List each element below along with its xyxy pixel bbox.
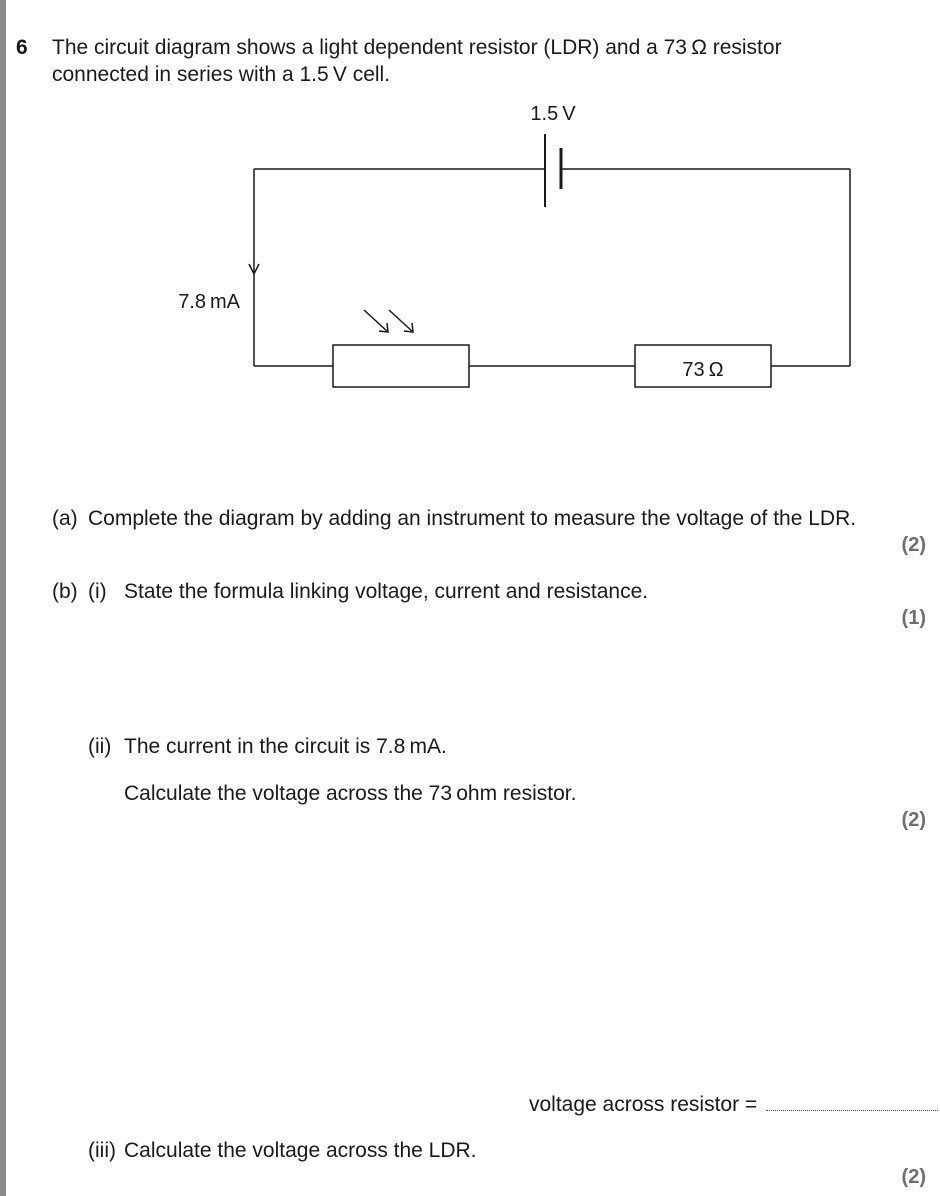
part-biii-marks: (2) [901,1166,926,1188]
part-biii-label: (iii) [88,1139,116,1162]
question-intro-line2: connected in series with a 1.5 V cell. [52,63,391,86]
part-bi-label: (i) [88,580,107,603]
part-bi-text: State the formula linking voltage, current and resistance. [124,580,649,603]
cell-label: 1.5 V [530,103,576,125]
part-bii-text1: The current in the circuit is 7.8 mA. [124,735,447,758]
bii-answer-line[interactable] [766,1110,938,1111]
part-a-label: (a) [52,507,78,530]
resistor-label: 73 Ω [682,359,724,381]
part-b-label: (b) [52,580,78,603]
part-biii-text: Calculate the voltage across the LDR. [124,1139,477,1162]
circuit-diagram [0,0,940,420]
question-intro-line1: The circuit diagram shows a light dependent resistor (LDR) and a 73 Ω resistor [52,36,782,59]
light-arrows-icon [364,310,413,332]
current-label: 7.8 mA [178,291,240,313]
bii-answer-label: voltage across resistor = [529,1093,758,1116]
question-number: 6 [16,36,28,59]
part-a-marks: (2) [901,534,926,556]
part-bii-label: (ii) [88,735,112,758]
part-a-text: Complete the diagram by adding an instrument to measure the voltage of the LDR. [88,507,857,530]
part-bii-marks: (2) [901,809,926,831]
ldr-symbol [333,345,469,387]
part-bi-marks: (1) [901,607,926,629]
part-bii-text2: Calculate the voltage across the 73 ohm resistor. [124,782,577,805]
